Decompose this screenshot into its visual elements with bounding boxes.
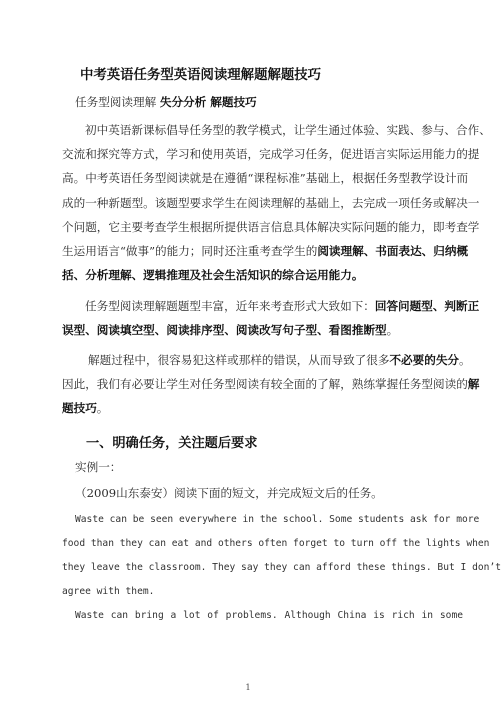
- keywords-prefix: 任务型阅读理解: [75, 95, 157, 109]
- para1-line4: 成的一种新题型。该题型要求学生在阅读理解的基础上，去完成一项任务或解决一: [62, 196, 480, 210]
- para2-line2: [62, 323, 462, 337]
- english-line3: they leave the classroom. They say they can afford these things. But I don’t: [62, 562, 501, 573]
- english-line4: agree with them.: [62, 586, 155, 597]
- english-line1: Waste can be seen everywhere in the school. Some students ask for more: [75, 514, 480, 525]
- para3-line2: [62, 377, 480, 391]
- para1-line7: 括、分析理解、逻辑推理及社会生活知识的综合运用能力。: [62, 268, 364, 282]
- para3-line3-end: 。: [96, 401, 109, 415]
- para1-line5: 个问题，它主要考查学生根据所提供语言信息具体解决实际问题的能力，即考查学: [62, 220, 480, 234]
- section-heading: 一、明确任务，关注题后要求: [86, 436, 258, 451]
- para2-line2-end: 。: [386, 323, 399, 337]
- para2-line2-bold: 误型、阅读填空型、阅读排序型、阅读改写句子型、看图推断型: [62, 323, 387, 337]
- para3-line3-bold: 题技巧: [62, 401, 97, 415]
- para1-line6: [62, 244, 469, 258]
- para1-line2: 交流和探究等方式，学习和使用英语，完成学习任务，促进语言实际运用能力的提: [62, 147, 480, 161]
- keywords-line: [75, 95, 475, 109]
- para1-line1: 初中英语新课标倡导任务型的教学模式，让学生通过体验、实践、参与、合作、: [85, 123, 491, 137]
- para3-line2-text: 因此，我们有必要让学生对任务型阅读有较全面的了解，熟练掌握任务型阅读的: [62, 377, 468, 391]
- para2-line1-text: 任务型阅读理解题题型丰富，近年来考查形式大致如下：: [85, 299, 375, 313]
- example-label: 实例一：: [75, 460, 122, 474]
- para1-line3: 高。中考英语任务型阅读就是在遵循“课程标准”基础上，根据任务型教学设计而: [62, 171, 469, 185]
- keywords-bold: 失分分析 解题技巧: [159, 95, 257, 109]
- para3-line1-end: 。: [459, 353, 471, 367]
- para3-line1-bold: 不必要的失分: [389, 353, 460, 367]
- para2-line1: [85, 299, 480, 313]
- para3-line1-text: 解题过程中，很容易犯这样或那样的错误，从而导致了很多: [88, 353, 390, 367]
- para1-line6-bold: 阅读理解、书面表达、归纳概: [317, 244, 469, 258]
- page-number: 1: [245, 683, 251, 692]
- document-title: 中考英语任务型英语阅读理解题解题技巧: [80, 67, 322, 83]
- english-line2: food than they can eat and others often forget to turn off the lights when: [62, 538, 490, 549]
- para2-line1-bold: 回答问题型、判断正: [374, 299, 480, 313]
- para3-line3: [62, 401, 462, 415]
- example-source: （2009山东泰安）阅读下面的短文，并完成短文后的任务。: [75, 486, 383, 500]
- para3-line2-bold: 解: [467, 377, 480, 391]
- english-line5: Waste can bring a lot of problems. Although China is rich in some: [75, 610, 463, 621]
- para1-line6-text: 生运用语言“做事”的能力；同时还注重考查学生的: [62, 244, 318, 258]
- para3-line1: [88, 353, 471, 367]
